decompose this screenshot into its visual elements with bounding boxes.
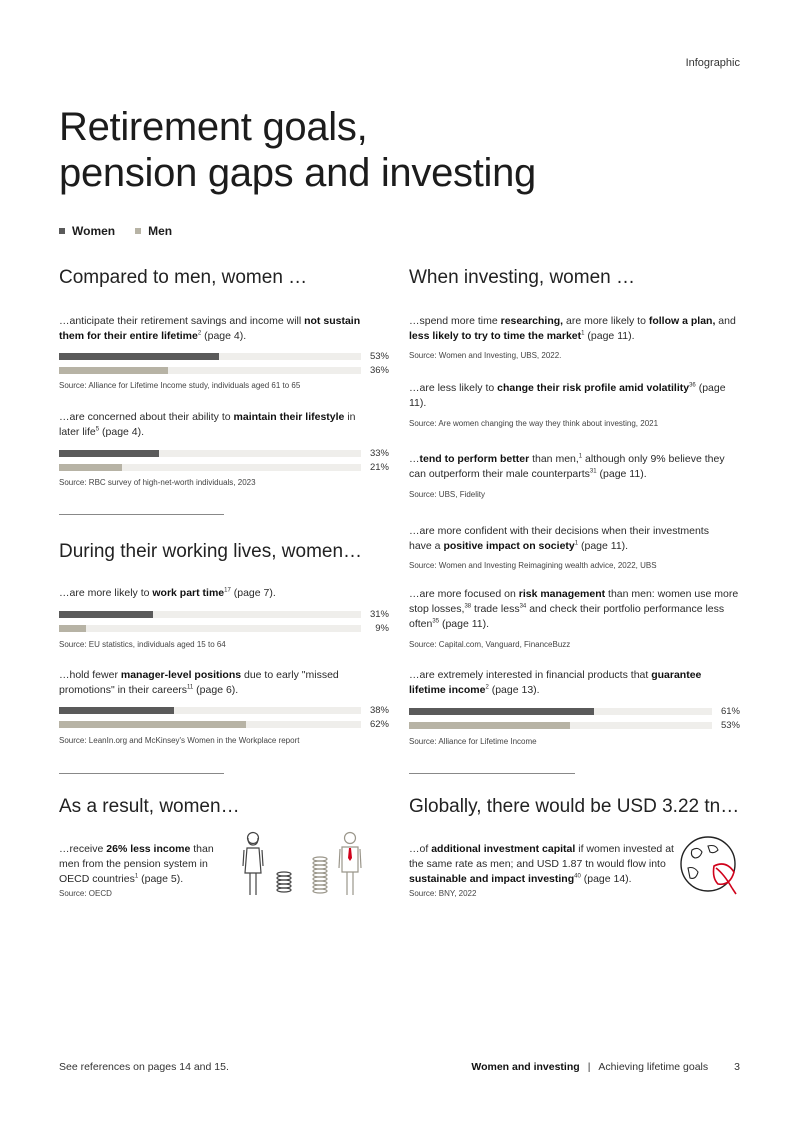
source-note: Source: Women and Investing Reimagining wealth advice, 2022, UBS — [409, 561, 657, 570]
bar-men-value: 9% — [375, 623, 389, 634]
stat-text: …are more focused on — [409, 588, 519, 600]
bar-men-value: 62% — [369, 719, 389, 730]
bar-fill — [409, 722, 570, 729]
stat-text: trade less — [471, 603, 520, 615]
stat-text: …are more confident with their decisions when their investments have a — [409, 525, 709, 552]
bar-fill — [59, 625, 86, 632]
stat-bold: change their risk profile amid volatility — [497, 382, 690, 394]
legend-women — [59, 224, 115, 238]
stat-text: …are concerned about their ability to — [59, 411, 234, 423]
stat-bold: not sustain them for their entire lifetime — [59, 315, 361, 342]
footnote-ref: 38 — [464, 603, 472, 610]
legend-men-label: Men — [148, 224, 173, 238]
bar-women-value: 61% — [720, 706, 740, 717]
stat-manager-positions — [59, 668, 359, 698]
footnote-ref: 5 — [95, 426, 100, 433]
stat-text: and — [715, 315, 736, 327]
bar-men — [409, 722, 712, 729]
page-ref: (page 5). — [138, 873, 184, 885]
source-note: Source: OECD — [59, 889, 112, 898]
stat-bold: less likely to try to time the market — [409, 330, 582, 342]
legend-women-label: Women — [72, 224, 116, 238]
footnote-ref: 36 — [689, 382, 696, 389]
stat-text: although only 9% believe they can outperform their male counterparts — [409, 453, 725, 480]
bar-fill — [59, 611, 153, 618]
stat-text: …are extremely interested in financial products that — [409, 669, 652, 681]
stat-researching — [409, 314, 739, 344]
stat-retirement-savings — [59, 314, 369, 344]
bar-men-value: 36% — [369, 365, 389, 376]
stat-text: …receive — [59, 843, 107, 855]
footnote-ref: 40 — [574, 873, 581, 880]
stat-text: …anticipate their retirement savings and income will — [59, 315, 305, 327]
stat-bold: guarantee lifetime income — [409, 669, 702, 696]
stat-text: and check their portfolio performance less often — [409, 603, 725, 630]
page-ref: (page 11). — [584, 330, 635, 342]
stat-text: …are more likely to — [59, 587, 153, 599]
footnote-ref: 31 — [589, 468, 597, 475]
section-heading-working-lives: During their working lives, women… — [59, 541, 363, 562]
page-ref: (page 13). — [488, 684, 540, 696]
bar-fill — [59, 367, 168, 374]
footnote-ref: 35 — [432, 618, 440, 625]
stat-positive-impact — [409, 524, 729, 554]
bar-women-value: 53% — [369, 351, 389, 362]
stat-maintain-lifestyle — [59, 410, 369, 440]
footnote-ref: 1 — [581, 330, 585, 337]
stat-text: …are less likely to — [409, 382, 498, 394]
footnote-ref: 2 — [485, 684, 489, 691]
stat-text: if women invested at the same rate as men; and USD 1.87 tn would flow into — [409, 843, 674, 870]
stat-text: …spend more time — [409, 315, 501, 327]
footnote-ref: 34 — [519, 603, 527, 610]
stat-bold: manager-level positions — [120, 669, 242, 681]
men-swatch-icon — [135, 228, 141, 234]
footnote-ref: 1 — [574, 540, 579, 547]
stat-text: than men from the pension system in OECD countries — [59, 843, 214, 885]
source-note: Source: Women and Investing, UBS, 2022. — [409, 351, 562, 360]
stat-part-time — [59, 586, 369, 601]
bar-chart-guarantee-income — [409, 708, 740, 729]
bar-men-value: 53% — [720, 720, 740, 731]
stat-text: in later life — [59, 411, 356, 438]
bar-fill — [59, 707, 174, 714]
document-tag: Infographic — [685, 57, 740, 69]
bar-women — [59, 611, 361, 618]
bar-fill — [409, 708, 594, 715]
stat-bold: researching, — [500, 315, 564, 327]
bar-women-value: 31% — [369, 609, 389, 620]
page-ref: (page 4). — [201, 330, 247, 342]
section-heading-as-a-result: As a result, women… — [59, 796, 240, 817]
stat-bold: additional investment capital — [431, 843, 576, 855]
divider — [59, 773, 224, 774]
source-note: Source: EU statistics, individuals aged 15 to 64 — [59, 640, 226, 649]
stat-bold: tend to perform better — [419, 453, 530, 465]
footnote-ref: 17 — [224, 587, 231, 594]
source-note: Source: Are women changing the way they think about investing, 2021 — [409, 419, 659, 428]
legend-men — [135, 224, 172, 238]
divider — [59, 514, 224, 515]
bar-men — [59, 625, 361, 632]
footer-title: Women and investing — [471, 1061, 580, 1073]
page-ref: (page 11). — [596, 468, 647, 480]
bar-men — [59, 367, 361, 374]
stat-less-income — [59, 842, 229, 887]
stat-bold: sustainable and impact investing — [409, 873, 575, 885]
title-line-2: pension gaps and investing — [59, 151, 537, 195]
section-heading-compared: Compared to men, women … — [59, 267, 308, 288]
page-number: 3 — [734, 1061, 740, 1073]
bar-fill — [59, 721, 246, 728]
footer-references: See references on pages 14 and 15. — [59, 1061, 229, 1073]
footer-publication — [471, 1061, 740, 1073]
page-ref: (page 11). — [578, 540, 629, 552]
globe-leaf-icon — [678, 832, 740, 896]
footnote-ref: 1 — [134, 873, 139, 880]
page-ref: (page 4). — [99, 426, 145, 438]
source-note: Source: LeanIn.org and McKinsey's Women in the Workplace report — [59, 736, 300, 745]
bar-men — [59, 464, 361, 471]
legend — [59, 224, 172, 238]
stat-bold: positive impact on society — [443, 540, 575, 552]
page-ref: (page 14). — [580, 873, 632, 885]
bar-fill — [59, 353, 219, 360]
footnote-ref: 1 — [578, 453, 583, 460]
source-note: Source: RBC survey of high-net-worth individuals, 2023 — [59, 478, 256, 487]
title-line-1: Retirement goals, — [59, 105, 368, 149]
stat-bold: risk management — [518, 588, 606, 600]
stat-additional-capital — [409, 842, 674, 887]
bar-women-value: 33% — [369, 448, 389, 459]
source-note: Source: BNY, 2022 — [409, 889, 477, 898]
stat-text: …hold fewer — [59, 669, 121, 681]
stat-bold: follow a plan, — [648, 315, 716, 327]
stat-text: … — [409, 453, 420, 465]
page-ref: (page 11). — [439, 618, 490, 630]
page-ref: (page 6). — [193, 684, 239, 696]
bar-women — [59, 707, 361, 714]
bar-chart-retirement-savings — [59, 353, 389, 374]
bar-women-value: 38% — [369, 705, 389, 716]
page-title — [59, 104, 536, 196]
bar-fill — [59, 464, 122, 471]
stat-text: than men: women use more stop losses, — [409, 588, 739, 615]
bar-fill — [59, 450, 159, 457]
stat-text: are more likely to — [563, 315, 649, 327]
stat-bold: maintain their lifestyle — [233, 411, 345, 423]
stat-perform-better — [409, 452, 739, 482]
footnote-ref: 11 — [187, 684, 194, 691]
stat-text: due to early "missed promotions" in their careers — [59, 669, 339, 696]
stat-risk-profile — [409, 381, 739, 411]
pension-gap-illustration-icon — [238, 828, 368, 900]
bar-women — [59, 450, 361, 457]
page-ref: (page 7). — [230, 587, 276, 599]
footnote-ref: 2 — [197, 330, 202, 337]
section-heading-when-investing: When investing, women … — [409, 267, 635, 288]
source-note: Source: UBS, Fidelity — [409, 490, 486, 499]
bar-women — [59, 353, 361, 360]
women-swatch-icon — [59, 228, 65, 234]
page-ref: (page 11). — [409, 382, 726, 409]
stat-risk-management — [409, 587, 739, 632]
bar-men-value: 21% — [369, 462, 389, 473]
bar-women — [409, 708, 712, 715]
stat-text: …of — [409, 843, 432, 855]
stat-bold: 26% less income — [106, 843, 191, 855]
source-note: Source: Capital.com, Vanguard, FinanceBuzz — [409, 640, 571, 649]
source-note: Source: Alliance for Lifetime Income study, individuals aged 61 to 65 — [59, 381, 301, 390]
bar-men — [59, 721, 361, 728]
divider — [409, 773, 575, 774]
footer-subtitle: Achieving lifetime goals — [598, 1061, 709, 1073]
stat-bold: work part time — [152, 587, 225, 599]
source-note: Source: Alliance for Lifetime Income — [409, 737, 537, 746]
stat-text: than men, — [529, 453, 579, 465]
section-heading-globally: Globally, there would be USD 3.22 tn… — [409, 796, 740, 817]
stat-guarantee-income — [409, 668, 729, 698]
footer-separator: | — [587, 1061, 591, 1073]
bar-chart-manager-positions — [59, 707, 389, 728]
bar-chart-maintain-lifestyle — [59, 450, 389, 471]
bar-chart-part-time — [59, 611, 389, 632]
